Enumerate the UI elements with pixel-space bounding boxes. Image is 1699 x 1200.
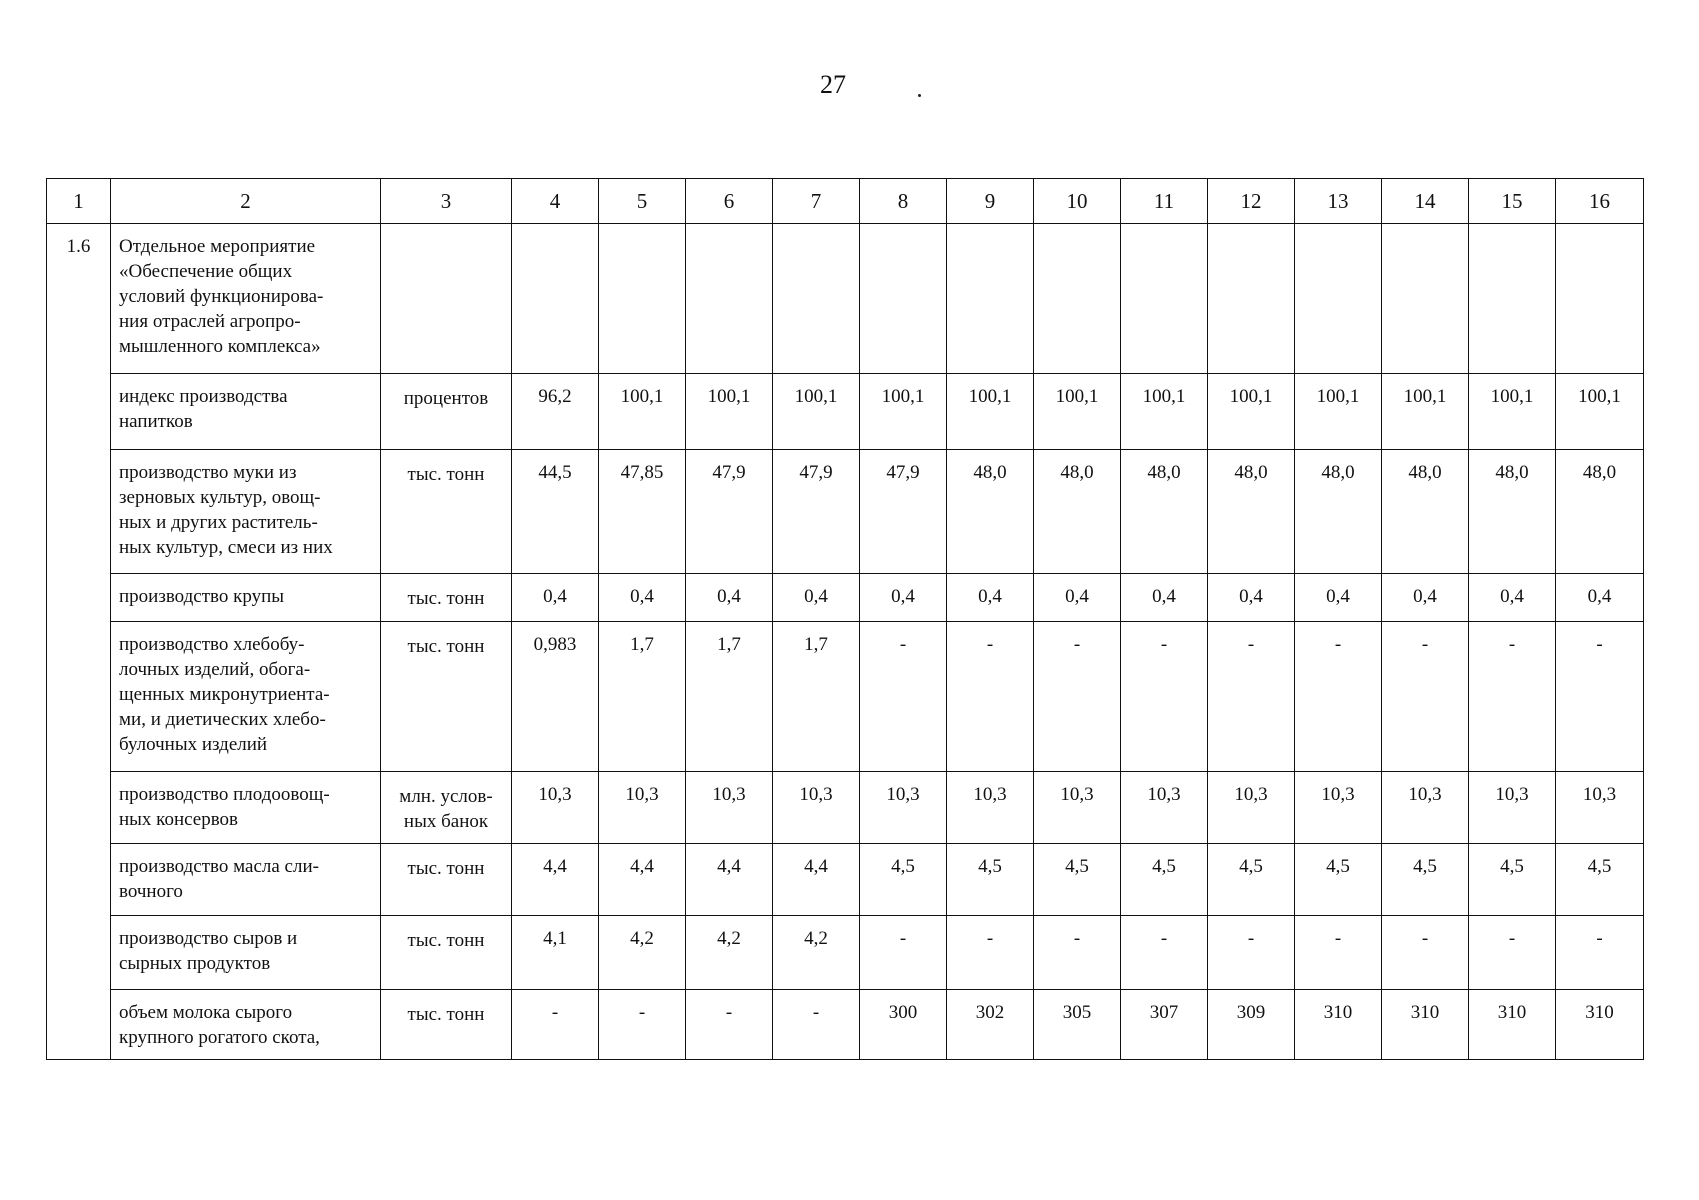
column-header-13: 13	[1295, 179, 1382, 224]
column-header-16: 16	[1556, 179, 1644, 224]
value-cell: 4,2	[773, 916, 860, 990]
value-cell: 10,3	[512, 772, 599, 844]
value-cell: 0,4	[1469, 574, 1556, 622]
value-cell: 0,983	[512, 622, 599, 772]
table-row	[47, 224, 1644, 374]
value-cell: -	[1295, 622, 1382, 772]
value-cell: 48,0	[1034, 450, 1121, 574]
value-cell: 10,3	[947, 772, 1034, 844]
value-cell: 0,4	[1556, 574, 1644, 622]
value-cell: -	[947, 916, 1034, 990]
value-cell: 0,4	[512, 574, 599, 622]
value-cell: -	[1382, 622, 1469, 772]
value-cell: 100,1	[1556, 374, 1644, 450]
value-cell: 47,9	[860, 450, 947, 574]
value-cell: -	[1469, 622, 1556, 772]
column-header-7: 7	[773, 179, 860, 224]
indicator-name: производство сыров и сырных продуктов	[111, 916, 381, 990]
section-code: 1.6	[47, 224, 111, 1060]
value-cell	[512, 224, 599, 374]
value-cell	[1208, 224, 1295, 374]
value-cell: 100,1	[947, 374, 1034, 450]
value-cell: 1,7	[686, 622, 773, 772]
value-cell: 4,5	[1034, 844, 1121, 916]
value-cell: -	[1208, 622, 1295, 772]
value-cell: 48,0	[1121, 450, 1208, 574]
value-cell: 309	[1208, 990, 1295, 1060]
unit-cell: тыс. тонн	[381, 844, 512, 916]
unit-cell: тыс. тонн	[381, 622, 512, 772]
column-header-10: 10	[1034, 179, 1121, 224]
value-cell: -	[1121, 622, 1208, 772]
column-header-8: 8	[860, 179, 947, 224]
value-cell: 96,2	[512, 374, 599, 450]
value-cell: 100,1	[1295, 374, 1382, 450]
value-cell	[686, 224, 773, 374]
value-cell: 4,4	[686, 844, 773, 916]
value-cell: -	[1295, 916, 1382, 990]
value-cell: 10,3	[1208, 772, 1295, 844]
indicator-name: производство плодоовощ- ных консервов	[111, 772, 381, 844]
value-cell: 307	[1121, 990, 1208, 1060]
value-cell: 10,3	[686, 772, 773, 844]
value-cell: 10,3	[860, 772, 947, 844]
indicator-name: производство масла сли- вочного	[111, 844, 381, 916]
value-cell: -	[1556, 622, 1644, 772]
value-cell	[947, 224, 1034, 374]
value-cell: 302	[947, 990, 1034, 1060]
table-body	[47, 224, 1644, 1060]
value-cell: 310	[1295, 990, 1382, 1060]
table-row	[47, 844, 1644, 916]
value-cell: 100,1	[1034, 374, 1121, 450]
value-cell: 10,3	[1556, 772, 1644, 844]
value-cell: -	[599, 990, 686, 1060]
value-cell: 1,7	[599, 622, 686, 772]
value-cell: 310	[1382, 990, 1469, 1060]
value-cell: -	[1469, 916, 1556, 990]
value-cell: 10,3	[1382, 772, 1469, 844]
column-header-12: 12	[1208, 179, 1295, 224]
indicator-name: Отдельное мероприятие «Обеспечение общих условий функционирова- ния отраслей агропро- мышленного комплекса»	[111, 224, 381, 374]
value-cell: 48,0	[1382, 450, 1469, 574]
indicator-name: производство хлебобу- лочных изделий, обога- щенных микронутриента- ми, и диетических хлебо- булочных изделий	[111, 622, 381, 772]
value-cell: -	[773, 990, 860, 1060]
value-cell: 4,4	[599, 844, 686, 916]
value-cell	[1295, 224, 1382, 374]
value-cell: 10,3	[1034, 772, 1121, 844]
value-cell: 48,0	[1208, 450, 1295, 574]
value-cell: 47,9	[773, 450, 860, 574]
value-cell	[1034, 224, 1121, 374]
value-cell: 0,4	[1034, 574, 1121, 622]
value-cell: -	[1382, 916, 1469, 990]
value-cell: 4,5	[1208, 844, 1295, 916]
value-cell: 100,1	[1208, 374, 1295, 450]
value-cell: 10,3	[599, 772, 686, 844]
value-cell: 4,4	[512, 844, 599, 916]
indicator-name: объем молока сырого крупного рогатого скота,	[111, 990, 381, 1060]
value-cell: 100,1	[599, 374, 686, 450]
value-cell: 4,5	[1556, 844, 1644, 916]
value-cell: -	[512, 990, 599, 1060]
value-cell: 4,5	[947, 844, 1034, 916]
value-cell	[1469, 224, 1556, 374]
unit-cell: тыс. тонн	[381, 990, 512, 1060]
indicator-name: производство крупы	[111, 574, 381, 622]
value-cell: 0,4	[1382, 574, 1469, 622]
value-cell: 0,4	[1295, 574, 1382, 622]
value-cell	[860, 224, 947, 374]
value-cell: 0,4	[686, 574, 773, 622]
value-cell: 0,4	[599, 574, 686, 622]
value-cell	[773, 224, 860, 374]
value-cell: 310	[1556, 990, 1644, 1060]
value-cell: -	[860, 916, 947, 990]
value-cell: 100,1	[860, 374, 947, 450]
value-cell: 4,5	[1469, 844, 1556, 916]
table-row	[47, 574, 1644, 622]
value-cell: 310	[1469, 990, 1556, 1060]
value-cell: 4,5	[1382, 844, 1469, 916]
value-cell: 4,1	[512, 916, 599, 990]
value-cell: -	[1034, 916, 1121, 990]
column-header-15: 15	[1469, 179, 1556, 224]
scan-speck	[918, 94, 921, 97]
column-header-4: 4	[512, 179, 599, 224]
table-row	[47, 772, 1644, 844]
value-cell: 4,5	[1121, 844, 1208, 916]
value-cell: 300	[860, 990, 947, 1060]
unit-cell: процентов	[381, 374, 512, 450]
unit-cell: млн. услов- ных банок	[381, 772, 512, 844]
value-cell: 4,5	[860, 844, 947, 916]
value-cell	[1382, 224, 1469, 374]
value-cell: 10,3	[773, 772, 860, 844]
value-cell: 4,4	[773, 844, 860, 916]
value-cell: 0,4	[1208, 574, 1295, 622]
indicators-table	[46, 178, 1644, 1060]
value-cell: 0,4	[860, 574, 947, 622]
value-cell: -	[1208, 916, 1295, 990]
value-cell: 0,4	[947, 574, 1034, 622]
indicator-name: производство муки из зерновых культур, овощ- ных и других раститель- ных культур, смеси из них	[111, 450, 381, 574]
value-cell: 4,2	[599, 916, 686, 990]
value-cell: 47,85	[599, 450, 686, 574]
value-cell: 48,0	[1556, 450, 1644, 574]
value-cell: 100,1	[1121, 374, 1208, 450]
value-cell: 48,0	[1295, 450, 1382, 574]
value-cell: 48,0	[947, 450, 1034, 574]
header-row	[47, 179, 1644, 224]
value-cell: 100,1	[1382, 374, 1469, 450]
value-cell	[1121, 224, 1208, 374]
table-row	[47, 916, 1644, 990]
column-header-11: 11	[1121, 179, 1208, 224]
unit-cell	[381, 224, 512, 374]
value-cell: 4,5	[1295, 844, 1382, 916]
value-cell: 10,3	[1295, 772, 1382, 844]
value-cell: 4,2	[686, 916, 773, 990]
column-header-6: 6	[686, 179, 773, 224]
value-cell: 44,5	[512, 450, 599, 574]
value-cell: 1,7	[773, 622, 860, 772]
value-cell: -	[1121, 916, 1208, 990]
column-header-3: 3	[381, 179, 512, 224]
value-cell: -	[686, 990, 773, 1060]
table-row	[47, 450, 1644, 574]
value-cell: 10,3	[1121, 772, 1208, 844]
table-row	[47, 374, 1644, 450]
value-cell: 100,1	[686, 374, 773, 450]
value-cell: -	[860, 622, 947, 772]
value-cell: -	[947, 622, 1034, 772]
table-row	[47, 622, 1644, 772]
value-cell: 100,1	[773, 374, 860, 450]
value-cell	[599, 224, 686, 374]
value-cell: 10,3	[1469, 772, 1556, 844]
value-cell	[1556, 224, 1644, 374]
table-row	[47, 990, 1644, 1060]
page-number: 27	[820, 70, 846, 99]
unit-cell: тыс. тонн	[381, 450, 512, 574]
value-cell: 0,4	[773, 574, 860, 622]
unit-cell: тыс. тонн	[381, 574, 512, 622]
column-header-9: 9	[947, 179, 1034, 224]
value-cell: 305	[1034, 990, 1121, 1060]
value-cell: -	[1034, 622, 1121, 772]
value-cell: 47,9	[686, 450, 773, 574]
column-header-5: 5	[599, 179, 686, 224]
column-header-14: 14	[1382, 179, 1469, 224]
value-cell: -	[1556, 916, 1644, 990]
unit-cell: тыс. тонн	[381, 916, 512, 990]
value-cell: 48,0	[1469, 450, 1556, 574]
column-header-2: 2	[111, 179, 381, 224]
indicator-name: индекс производства напитков	[111, 374, 381, 450]
value-cell: 0,4	[1121, 574, 1208, 622]
value-cell: 100,1	[1469, 374, 1556, 450]
column-header-1: 1	[47, 179, 111, 224]
